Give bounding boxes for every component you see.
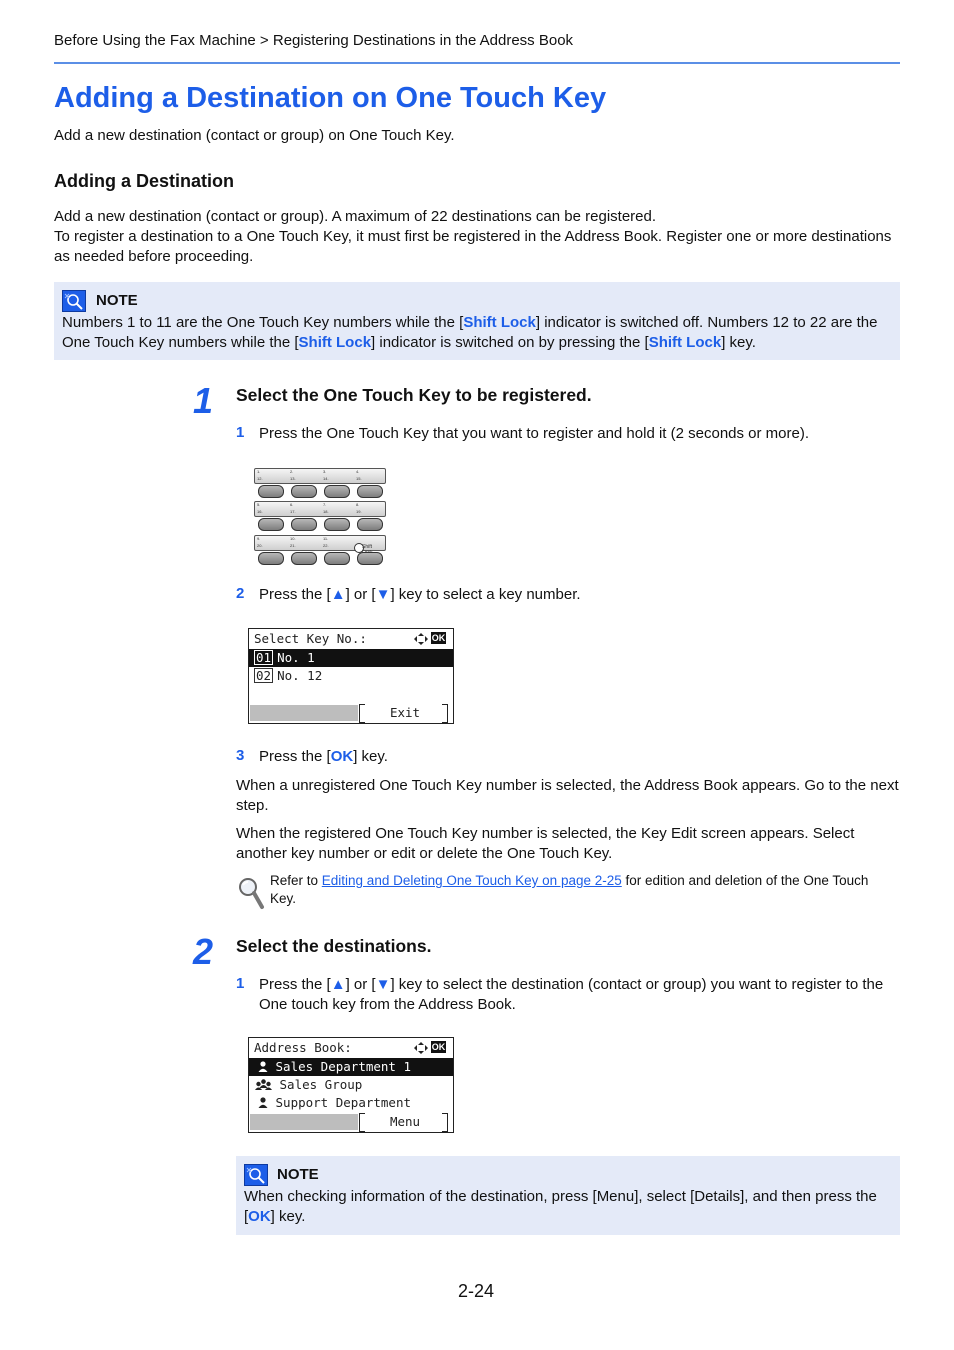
lcd-softkey-bar <box>249 1112 453 1132</box>
lcd-row[interactable]: Support Department <box>249 1094 453 1112</box>
note-text: When checking information of the destination, press [Menu], select [Details], and then press the [OK] key. <box>244 1188 877 1225</box>
lcd-row[interactable]: 02 No. 12 <box>256 668 323 683</box>
note-icon <box>244 1164 268 1186</box>
one-touch-key[interactable] <box>291 552 317 565</box>
one-touch-key[interactable] <box>258 552 284 565</box>
substep-number: 1 <box>236 424 245 441</box>
page-title: Adding a Destination on One Touch Key <box>54 82 607 114</box>
reference-link[interactable]: Editing and Deleting One Touch Key on page 2-25 <box>321 873 622 888</box>
contact-icon <box>258 1061 268 1072</box>
group-icon <box>255 1079 272 1090</box>
one-touch-key[interactable] <box>258 485 284 498</box>
substep-text: Press the [OK] key. <box>259 748 388 765</box>
contact-icon <box>258 1097 268 1108</box>
substep-text: Press the [▲] or [▼] key to select a key number. <box>259 586 581 603</box>
step-title: Select the destinations. <box>236 936 432 956</box>
ok-icon: OK <box>431 1042 446 1052</box>
shift-lock-keyword: Shift Lock <box>298 333 372 351</box>
up-arrow-icon: ▲ <box>330 586 346 603</box>
keypad-label-strip: 9. 10. 11. 20. 21. 22. <box>254 535 386 551</box>
note-text: Numbers 1 to 11 are the One Touch Key numbers while the [Shift Lock] indicator is switched off. Numbers 12 to 22 are the One Touch Key numbers while the [Shift Lock] indicator is switched on by pressing the [Shift Lock] key. <box>62 314 878 351</box>
ok-keyword: OK <box>248 1207 271 1225</box>
lcd-title: Address Book: <box>254 1040 352 1055</box>
substep-number: 1 <box>236 975 245 992</box>
note-icon <box>62 290 86 312</box>
one-touch-key[interactable] <box>324 552 350 565</box>
intro-text: Add a new destination (contact or group) on One Touch Key. <box>54 127 455 144</box>
page-number: 2-24 <box>458 1281 495 1301</box>
lcd-select-key-screen <box>248 628 454 724</box>
keypad-label-strip: 1. 2. 3. 4. 12. 13. 14. 15. <box>254 468 386 484</box>
substep-text: Press the One Touch Key that you want to register and hold it (2 seconds or more). <box>259 425 810 442</box>
step-title: Select the One Touch Key to be registered. <box>236 385 592 405</box>
reference-text: Refer to Editing and Deleting One Touch Key on page 2-25 for edition and deletion of the One Touch Key. <box>270 873 869 906</box>
note-box <box>236 1156 900 1235</box>
one-touch-key[interactable] <box>258 518 284 531</box>
shift-lock-keyword: Shift Lock <box>463 314 536 331</box>
section-paragraph-1: Add a new destination (contact or group). A maximum of 22 destinations can be registered. <box>54 208 657 225</box>
lcd-address-book-screen <box>248 1037 454 1133</box>
menu-softkey[interactable]: Menu <box>389 1114 421 1129</box>
header-rule <box>54 62 900 64</box>
scroll-arrows-icon <box>414 1042 428 1057</box>
substep-text: Press the [▲] or [▼] key to select the destination (contact or group) you want to register to the One touch key from the Address Book. <box>259 976 884 1013</box>
down-arrow-icon: ▼ <box>375 586 391 603</box>
shift-lock-label: Shift <box>362 544 373 550</box>
one-touch-key[interactable] <box>291 518 317 531</box>
section-paragraph-2: To register a destination to a One Touch Key, it must first be registered in the Address Book. Register one or more destinations as needed before proceeding. <box>54 228 892 265</box>
lcd-row-selected[interactable]: 01 No. 1 <box>249 649 453 667</box>
keypad-label-strip: 5. 6. 7. 8. 16. 17. 18. 19. <box>254 501 386 517</box>
one-touch-key[interactable] <box>291 485 317 498</box>
ok-icon: OK <box>431 633 446 643</box>
one-touch-key[interactable] <box>357 518 383 531</box>
ok-keyword: OK <box>330 748 354 765</box>
shift-lock-key[interactable] <box>357 552 383 565</box>
scroll-arrows-icon <box>414 633 428 648</box>
one-touch-key[interactable] <box>324 485 350 498</box>
exit-softkey[interactable]: Exit <box>389 705 421 720</box>
note-label: NOTE <box>277 1166 319 1183</box>
paragraph-registered: When the registered One Touch Key number is selected, the Key Edit screen appears. Select another key number or edit or delete the One Touch Key. <box>236 825 855 862</box>
section-heading: Adding a Destination <box>54 171 234 191</box>
down-arrow-icon: ▼ <box>375 976 391 993</box>
lcd-row[interactable]: Sales Group <box>249 1076 453 1094</box>
shift-lock-keyword: Shift Lock <box>648 333 722 351</box>
lcd-row-selected[interactable]: Sales Department 1 <box>249 1058 453 1076</box>
step-number: 2 <box>193 931 214 972</box>
substep-number: 2 <box>236 585 245 602</box>
step-number: 1 <box>193 380 214 421</box>
note-box <box>54 282 900 360</box>
one-touch-key[interactable] <box>324 518 350 531</box>
lcd-softkey-bar <box>249 703 453 723</box>
lcd-title: Select Key No.: <box>254 631 367 646</box>
breadcrumb: Before Using the Fax Machine > Registering Destinations in the Address Book <box>54 32 574 49</box>
one-touch-key[interactable] <box>357 485 383 498</box>
up-arrow-icon: ▲ <box>330 976 346 993</box>
note-label: NOTE <box>96 292 138 309</box>
magnifier-icon <box>237 876 265 915</box>
paragraph-unregistered: When a unregistered One Touch Key number is selected, the Address Book appears. Go to the next step. <box>236 777 899 814</box>
substep-number: 3 <box>236 747 245 764</box>
